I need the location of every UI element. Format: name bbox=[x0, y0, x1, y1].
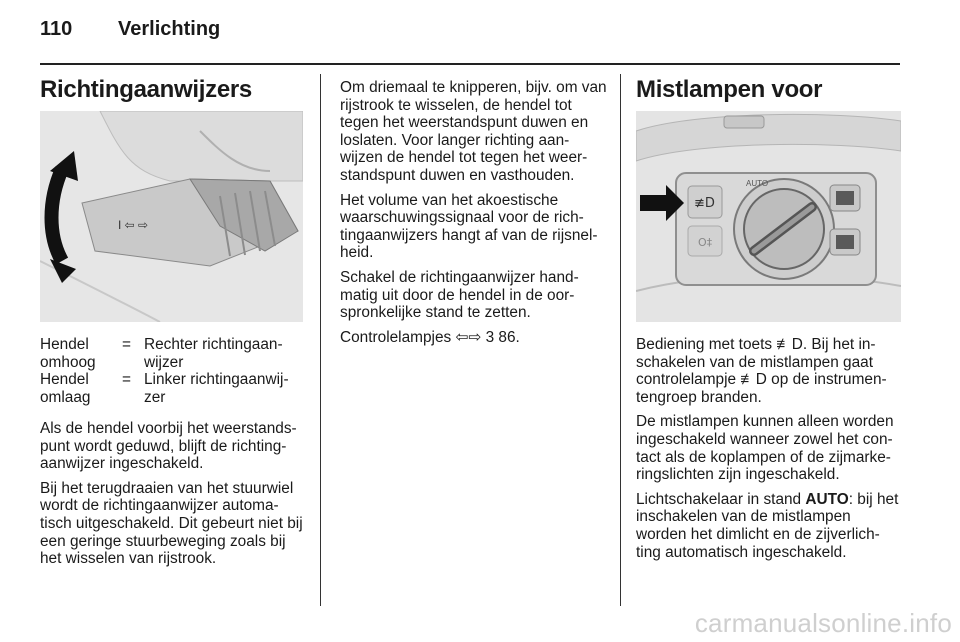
column-divider-2 bbox=[620, 74, 621, 606]
fog-light-icon: ≢D bbox=[740, 371, 767, 389]
paragraph: Schakel de richtingaanwijzer hand-matig uit door de hendel in de oor-spronkelijke stand te zetten. bbox=[340, 268, 579, 322]
text: Bediening met toets bbox=[636, 336, 773, 353]
paragraph-bediening bbox=[636, 336, 902, 406]
legend-value: Rechter richtingaan-wijzer bbox=[144, 336, 283, 371]
light-switch-figure bbox=[636, 111, 901, 322]
page-number: 110 bbox=[40, 18, 73, 40]
lever-symbols: I ⇦ ⇨ bbox=[118, 218, 149, 232]
watermark: carmanualsonline.info bbox=[694, 608, 952, 638]
turn-signal-lever-illustration bbox=[40, 111, 303, 322]
auto-setting: AUTO bbox=[805, 490, 849, 508]
legend-row-down bbox=[40, 371, 300, 406]
legend-value: Linker richtingaanwij-zer bbox=[144, 371, 289, 406]
text: Lichtschakelaar in stand bbox=[636, 490, 802, 508]
rear-fog-icon: O‡ bbox=[698, 236, 713, 249]
header-rule bbox=[40, 63, 900, 65]
legend-eq: = bbox=[122, 371, 131, 389]
col1-text bbox=[40, 420, 305, 575]
paragraph: Om driemaal te knipperen, bijv. om van rijstrook te wisselen, de hendel tot tegen het weerstandspunt duwen en loslaten. Voor langer richting aan-wijzen de hendel tot tegen het weer-standspunt duwen en vasthouden. bbox=[340, 79, 607, 184]
heading-mistlampen-voor: Mistlampen voor bbox=[636, 76, 823, 103]
paragraph: Bij het terugdraaien van het stuurwiel wordt de richtingaanwijzer automa-tisch uitgeschakeld. Dit gebeurt niet bij een geringe stuurbeweging zoals bij het wisselen van rijstrook. bbox=[40, 479, 303, 568]
lever-legend bbox=[40, 336, 300, 406]
legend-row-up bbox=[40, 336, 300, 371]
legend-key: Hendel omlaag bbox=[40, 371, 91, 406]
turn-signal-icon: ⇦⇨ bbox=[455, 328, 482, 346]
light-switch-illustration bbox=[636, 111, 901, 322]
col2-text bbox=[340, 79, 608, 353]
auto-label: AUTO bbox=[746, 179, 769, 188]
col3-text bbox=[636, 336, 902, 568]
turn-signal-lever-figure bbox=[40, 111, 303, 322]
paragraph: De mistlampen kunnen alleen worden ingeschakeld wanneer zowel het con-tact als de koplampen of de zijmarke-ringslichten zijn ingeschakeld. bbox=[636, 413, 894, 484]
text: . Bij het in-schakelen van de mistlampen gaat controlelampje bbox=[636, 336, 876, 389]
section-title: Verlichting bbox=[118, 18, 221, 40]
legend-key: Hendel omhoog bbox=[40, 336, 96, 371]
fog-light-button-icon: ≢D bbox=[694, 196, 715, 211]
paragraph: Als de hendel voorbij het weerstands-punt wordt geduwd, blijft de richting-aanwijzer ingeschakeld. bbox=[40, 420, 297, 473]
paragraph-auto bbox=[636, 491, 902, 561]
legend-eq: = bbox=[122, 336, 131, 353]
text: Controlelampjes bbox=[340, 328, 452, 346]
page-reference[interactable]: 3 86. bbox=[485, 328, 520, 346]
paragraph: Het volume van het akoestische waarschuwingssignaal voor de rich-tingaanwijzers hangt af van de rijsnel-heid. bbox=[340, 191, 598, 262]
fog-light-icon: ≢D bbox=[776, 336, 803, 353]
column-divider-1 bbox=[320, 74, 321, 606]
paragraph-controlelampjes bbox=[340, 329, 608, 347]
text: op de instrumen-tengroep branden. bbox=[636, 371, 887, 406]
heading-richtingaanwijzers: Richtingaanwijzers bbox=[40, 76, 252, 103]
text: : bij het inschakelen van de mistlampen worden het dimlicht en de zijverlich-ting automatisch ingeschakeld. bbox=[636, 490, 899, 561]
